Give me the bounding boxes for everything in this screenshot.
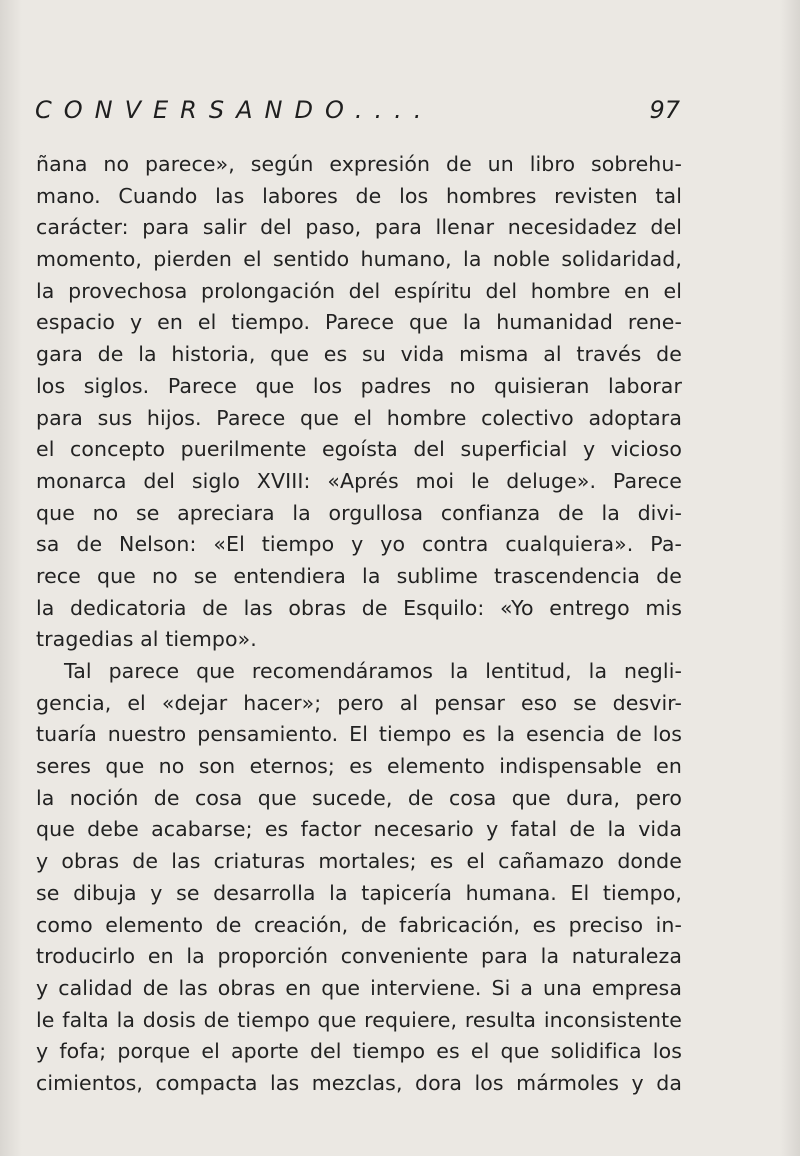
text-line: que debe acabarse; es factor necesario y fatal de la vida xyxy=(36,817,682,842)
text-line: como elemento de creación, de fabricación, es preciso in- xyxy=(36,912,682,937)
text-line: monarca del siglo XVIII: «Aprés moi le deluge». Parece xyxy=(36,468,682,493)
text-line: espacio y en el tiempo. Parece que la humanidad rene- xyxy=(36,310,682,335)
text-line: tragedias al tiempo». xyxy=(36,627,257,652)
text-line: y calidad de las obras en que interviene. Si a una empresa xyxy=(36,975,682,1000)
running-title: CONVERSANDO.... xyxy=(35,96,434,124)
paragraph-1 xyxy=(36,149,682,656)
text-line: cimientos, compacta las mezclas, dora los mármoles y da xyxy=(36,1070,682,1095)
text-line: sa de Nelson: «El tiempo y yo contra cualquiera». Pa- xyxy=(36,532,682,557)
text-line: gara de la historia, que es su vida misma al través de xyxy=(36,342,682,367)
text-line: mano. Cuando las labores de los hombres revisten tal xyxy=(36,183,682,208)
text-line: el concepto puerilmente egoísta del superficial y vicioso xyxy=(36,437,682,462)
text-line: para sus hijos. Parece que el hombre colectivo adoptara xyxy=(36,405,682,430)
text-line: la provechosa prolongación del espíritu del hombre en el xyxy=(36,278,682,303)
text-line: los siglos. Parece que los padres no quisieran laborar xyxy=(36,373,682,398)
text-line: se dibuja y se desarrolla la tapicería humana. El tiempo, xyxy=(36,880,682,905)
text-line: la noción de cosa que sucede, de cosa que dura, pero xyxy=(36,785,682,810)
text-line: carácter: para salir del paso, para llenar necesidadez del xyxy=(36,215,682,240)
text-line: troducirlo en la proporción conveniente para la naturaleza xyxy=(36,944,682,969)
paragraph-2 xyxy=(36,656,682,1100)
page-header xyxy=(35,96,680,132)
text-line: ñana no parece», según expresión de un libro sobrehu- xyxy=(36,152,682,176)
text-line: momento, pierden el sentido humano, la noble solidaridad, xyxy=(36,247,682,272)
text-line: la dedicatoria de las obras de Esquilo: «Yo entrego mis xyxy=(36,595,682,620)
text-line: y obras de las criaturas mortales; es el cañamazo donde xyxy=(36,849,682,874)
text-line: seres que no son eternos; es elemento indispensable en xyxy=(36,754,682,779)
text-line: y fofa; porque el aporte del tiempo es el que solidifica los xyxy=(36,1039,682,1064)
body-text xyxy=(36,149,682,1100)
text-line: Tal parece que recomendáramos la lentitud, la negli- xyxy=(64,659,682,683)
text-line: le falta la dosis de tiempo que requiere, resulta inconsistente xyxy=(36,1007,682,1032)
text-line: rece que no se entendiera la sublime trascendencia de xyxy=(36,563,682,588)
page-number: 97 xyxy=(649,96,680,124)
text-line: tuaría nuestro pensamiento. El tiempo es la esencia de los xyxy=(36,722,682,747)
text-line: que no se apreciara la orgullosa confianza de la divi- xyxy=(36,500,682,525)
text-line: gencia, el «dejar hacer»; pero al pensar eso se desvir- xyxy=(36,690,682,715)
